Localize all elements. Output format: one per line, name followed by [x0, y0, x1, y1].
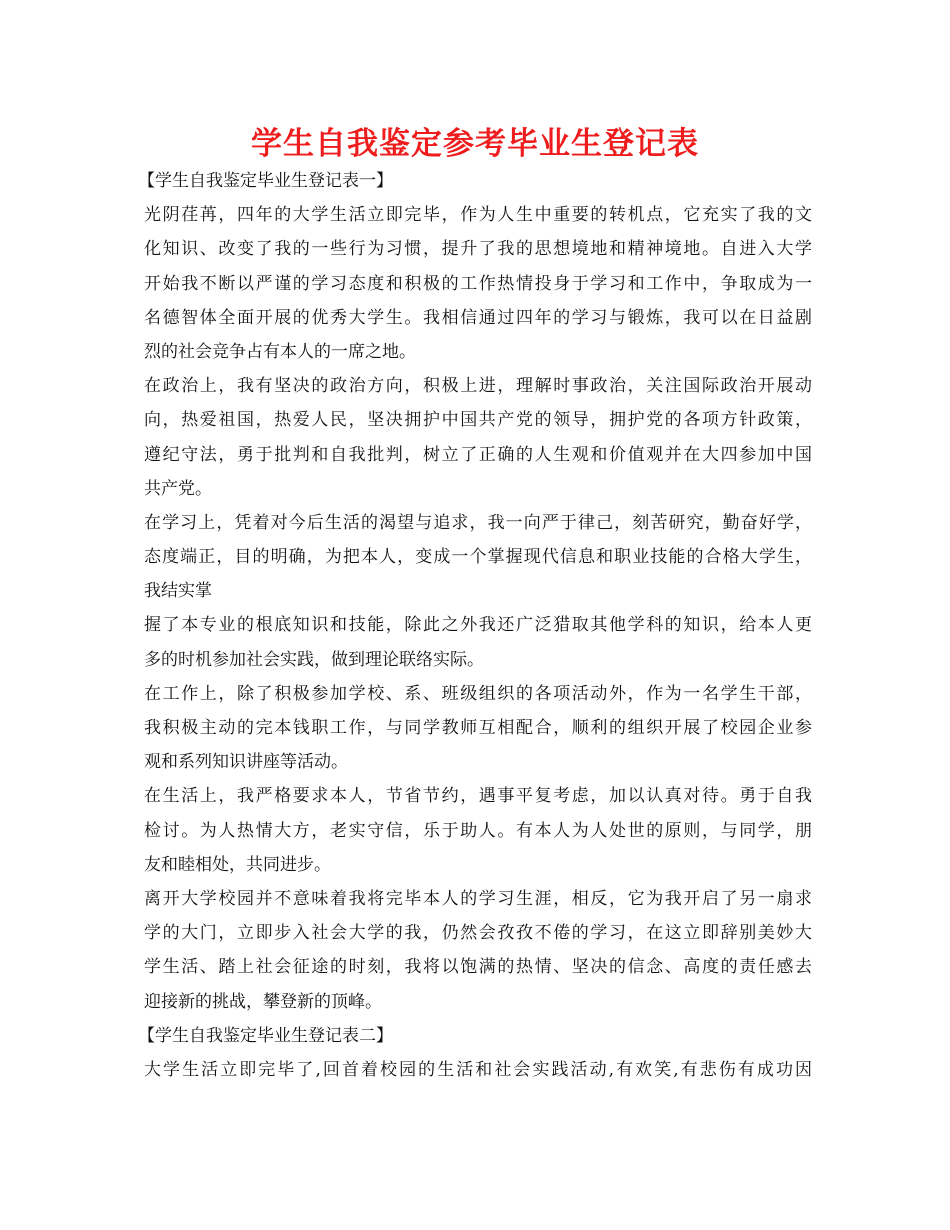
text-line: 观和系列知识讲座等活动。	[144, 752, 348, 773]
text-line: 我结实掌	[144, 581, 212, 602]
text-line: 烈的社会竞争占有本人的一席之地。	[144, 341, 416, 362]
text-line: 迎接新的挑战，攀登新的顶峰。	[144, 991, 382, 1012]
text-line: 向，热爱祖国，热爱人民，坚决拥护中国共产党的领导，拥护党的各项方针政策，	[144, 410, 812, 431]
text-line: 大学生活立即完毕了,回首着校园的生活和社会实践活动,有欢笑,有悲伤有成功因	[144, 1059, 812, 1080]
text-line: 在工作上，除了积极参加学校、系、班级组织的各项活动外，作为一名学生干部，	[144, 683, 812, 704]
text-line: 握了本专业的根底知识和技能，除此之外我还广泛猎取其他学科的知识，给本人更	[144, 615, 812, 636]
document-body	[138, 164, 812, 1087]
text-line: 学的大门，立即步入社会大学的我，仍然会孜孜不倦的学习，在这立即辞别美妙大	[144, 923, 812, 944]
text-line: 检讨。为人热情大方，老实守信，乐于助人。有本人为人处世的原则，与同学，朋	[144, 820, 812, 841]
text-line: 在生活上，我严格要求本人，节省节约，遇事平复考虑，加以认真对待。勇于自我	[144, 786, 812, 807]
text-line: 我积极主动的完本钱职工作，与同学教师互相配合，顺利的组织开展了校园企业参	[144, 718, 812, 738]
section-heading: 【学生自我鉴定毕业生登记表二】	[138, 1025, 393, 1046]
text-line: 在政治上，我有坚决的政治方向，积极上进，理解时事政治，关注国际政治开展动	[144, 376, 812, 397]
text-line: 化知识、改变了我的一些行为习惯，提升了我的思想境地和精神境地。自进入大学	[144, 239, 812, 260]
section-heading: 【学生自我鉴定毕业生登记表一】	[138, 171, 393, 191]
text-line: 离开大学校园并不意味着我将完毕本人的学习生涯，相反，它为我开启了另一扇求	[144, 888, 812, 909]
text-line: 开始我不断以严谨的学习态度和积极的工作热情投身于学习和工作中，争取成为一	[144, 273, 812, 294]
document-title: 学生自我鉴定参考毕业生登记表	[251, 126, 699, 162]
text-line: 光阴荏苒，四年的大学生活立即完毕，作为人生中重要的转机点，它充实了我的文	[144, 205, 812, 226]
text-line: 多的时机参加社会实践，做到理论联络实际。	[144, 649, 484, 670]
text-line: 共产党。	[144, 478, 212, 499]
text-line: 学生活、踏上社会征途的时刻，我将以饱满的热情、坚决的信念、高度的责任感去	[144, 957, 812, 978]
text-line: 名德智体全面开展的优秀大学生。我相信通过四年的学习与锻炼，我可以在日益剧	[144, 307, 812, 328]
text-line: 遵纪守法，勇于批判和自我批判，树立了正确的人生观和价值观并在大四参加中国	[144, 444, 812, 465]
text-line: 在学习上，凭着对今后生活的渴望与追求，我一向严于律己，刻苦研究，勤奋好学，	[144, 512, 812, 533]
text-line: 友和睦相处，共同进步。	[144, 854, 331, 875]
text-line: 态度端正，目的明确，为把本人，变成一个掌握现代信息和职业技能的合格大学生，	[144, 547, 812, 568]
